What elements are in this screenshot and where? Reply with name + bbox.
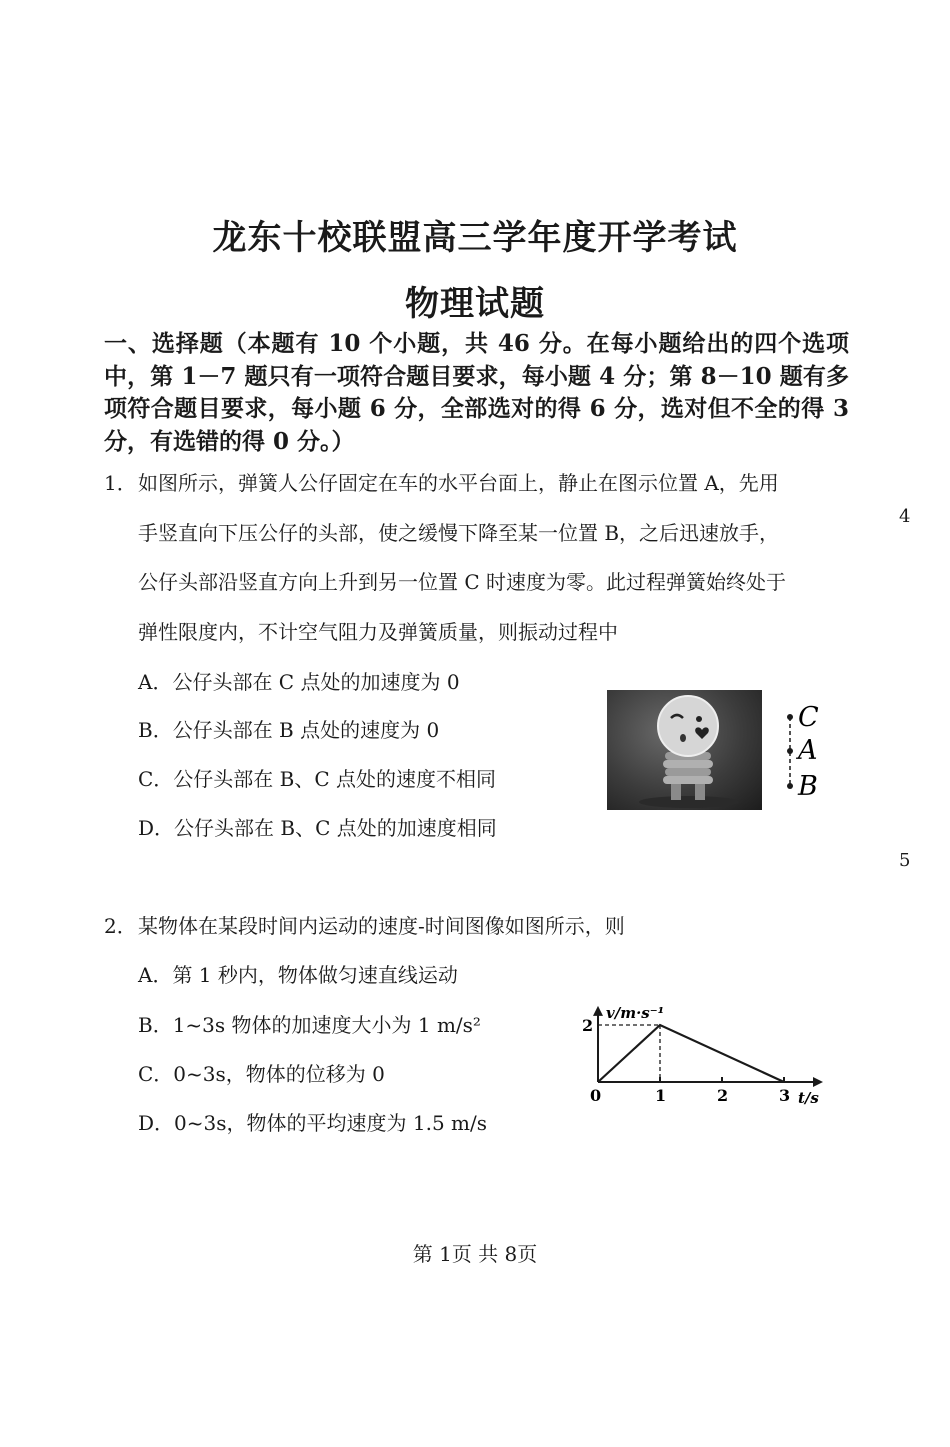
exam-subtitle: 物理试题 (405, 284, 545, 324)
x-tick-label: 3 (779, 1086, 791, 1105)
y-axis-label: v/m·s⁻¹ (606, 1003, 665, 1022)
x-tick-label: 1 (655, 1086, 667, 1105)
q2-option-b: B．1~3s 物体的加速度大小为 1 m/s² (138, 1013, 481, 1037)
series-line (598, 1025, 784, 1082)
q1-stem-line: 如图所示，弹簧人公仔固定在车的水平台面上，静止在图示位置 A，先用 (138, 471, 779, 495)
label-c: C (798, 702, 819, 733)
margin-number: 5 (899, 850, 911, 871)
spring-toy-illustration (607, 690, 762, 810)
y-axis-arrow (593, 1006, 603, 1016)
q2-option-c: C．0~3s，物体的位移为 0 (138, 1062, 385, 1086)
point-c-dot (787, 714, 793, 720)
spring-toy-photo (607, 690, 762, 810)
margin-number: 4 (899, 506, 911, 527)
point-b-dot (787, 783, 793, 789)
q2-number: 2． (104, 914, 137, 938)
q1-stem-line: 公仔头部沿竖直方向上升到另一位置 C 时速度为零。此过程弹簧始终处于 (138, 570, 787, 594)
q2-option-a: A．第 1 秒内，物体做匀速直线运动 (138, 963, 458, 987)
velocity-time-chart (570, 965, 835, 1115)
exam-title: 龙东十校联盟高三学年度开学考试 (212, 218, 738, 258)
position-markers (780, 695, 840, 805)
label-a: A (798, 735, 818, 766)
q2-stem: 某物体在某段时间内运动的速度-时间图像如图所示，则 (138, 914, 625, 938)
q1-option-d: D．公仔头部在 B、C 点处的加速度相同 (138, 816, 497, 840)
x-axis-label: t/s (798, 1089, 819, 1107)
q1-number: 1． (104, 471, 137, 495)
y-tick-label: 2 (582, 1016, 594, 1035)
x-axis-arrow (813, 1077, 823, 1087)
q2-option-d: D．0~3s，物体的平均速度为 1.5 m/s (138, 1111, 487, 1135)
x-tick-label: 0 (590, 1086, 602, 1105)
q1-option-a: A．公仔头部在 C 点处的加速度为 0 (138, 670, 460, 694)
q1-stem-line: 弹性限度内，不计空气阻力及弹簧质量，则振动过程中 (138, 620, 618, 644)
x-tick-label: 2 (717, 1086, 729, 1105)
q1-option-b: B．公仔头部在 B 点处的速度为 0 (138, 718, 440, 742)
q1-option-c: C．公仔头部在 B、C 点处的速度不相同 (138, 767, 497, 791)
label-b: B (798, 771, 818, 802)
q1-stem-line: 手竖直向下压公仔的头部，使之缓慢下降至某一位置 B，之后迅速放手， (138, 521, 780, 545)
section-instructions: 一、选择题（本题有 10 个小题，共 46 分。在每小题给出的四个选项中，第 1－7 题只有一项符合题目要求，每小题 4 分；第 8－10 题有多项符合题目要求，每小题 6 分，全部选对的得 6 分，选对但不全的得 3 分，有选错的得 0 分。） (104, 330, 849, 455)
page-footer: 第 1页 共 8页 (412, 1242, 538, 1266)
point-a-dot (787, 748, 793, 754)
